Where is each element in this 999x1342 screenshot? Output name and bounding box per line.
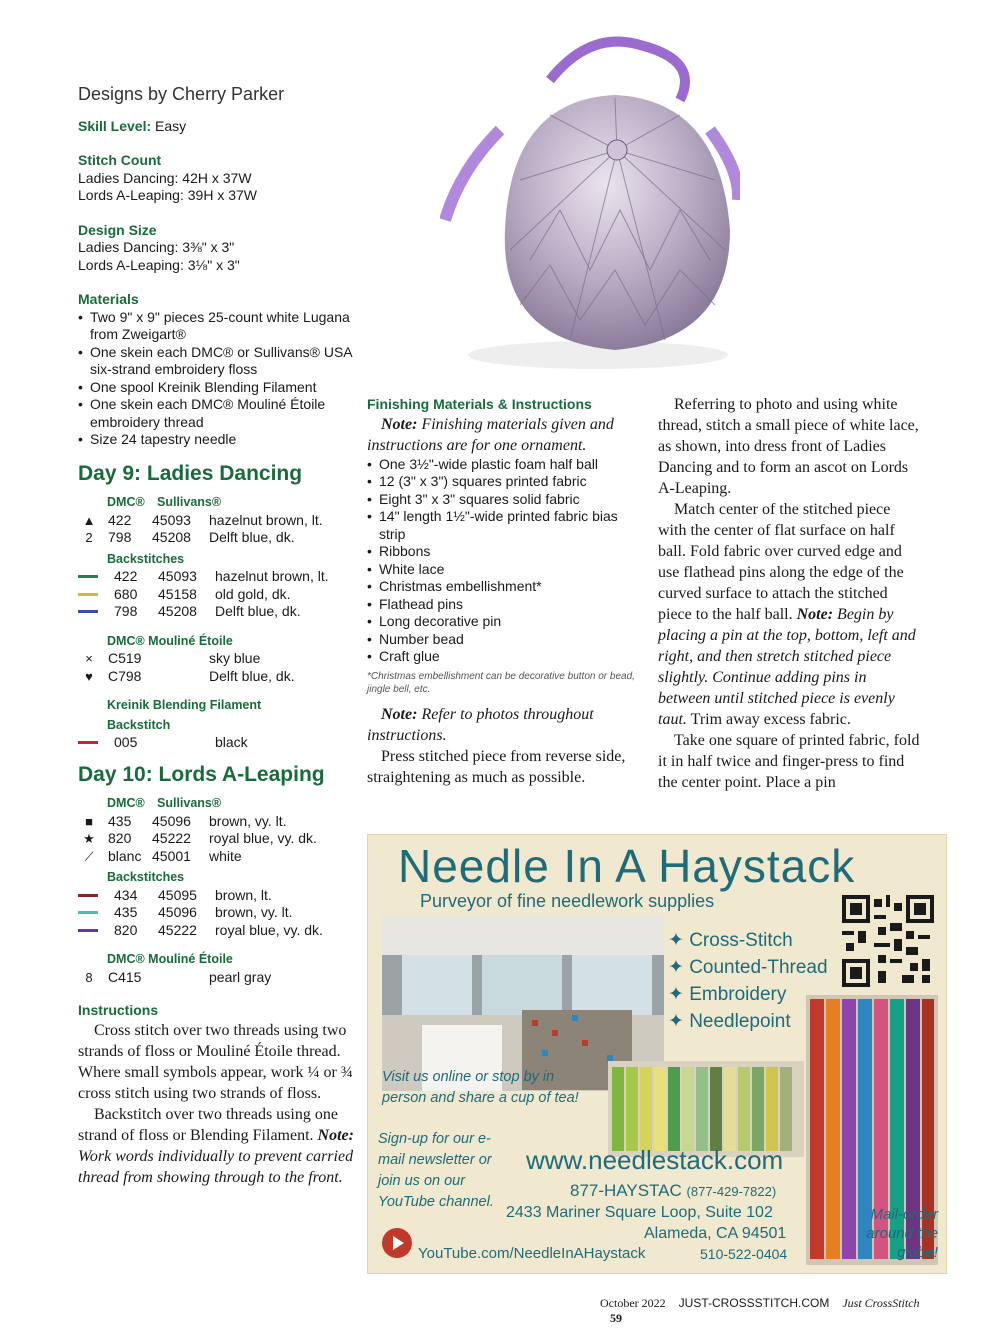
list-item: • Christmas embellishment* <box>379 578 637 596</box>
list-item: • One skein each DMC® or Sullivans® USA six-strand embroidery floss <box>90 344 358 379</box>
list-item: • 14" length 1½"-wide printed fabric bias strip <box>379 508 637 543</box>
service-item: ✦ Cross-Stitch <box>668 930 793 951</box>
dmc-number: 435 <box>114 904 138 920</box>
needle-haystack-ad <box>367 834 947 1274</box>
sullivans-number: 45208 <box>158 603 197 619</box>
color-name: brown, lt. <box>215 886 272 903</box>
stitch-count-line: Ladies Dancing: 42H x 37W <box>78 169 252 186</box>
byline: Designs by Cherry Parker <box>78 84 285 104</box>
dmc-number: 434 <box>114 886 138 903</box>
day9-key-header <box>78 494 358 512</box>
sullivans-number: 45093 <box>158 568 197 584</box>
note-label: Note: <box>317 1126 354 1144</box>
key-row <box>78 668 358 686</box>
key-row <box>78 734 358 752</box>
key-row <box>78 848 358 866</box>
body-paragraph: Take one square of printed fabric, fold it in half twice and finger-press to find the center point. Place a pin <box>658 732 920 791</box>
design-size-line: Ladies Dancing: 3⅜" x 3" <box>78 239 235 255</box>
day9-backstitch-title: Backstitches <box>107 551 185 566</box>
backstitch-line-swatch <box>78 610 98 613</box>
finishing-paragraph: Press stitched piece from reverse side, straightening as much as possible. <box>367 747 626 786</box>
color-name: royal blue, vy. dk. <box>215 921 323 938</box>
ribbon-loop <box>550 42 685 100</box>
color-name: brown, vy. lt. <box>215 904 293 920</box>
stitch-symbol: ★ <box>83 831 95 846</box>
backstitch-line-swatch <box>78 911 98 914</box>
ornament-center <box>607 140 627 160</box>
list-item: • Flathead pins <box>379 596 637 614</box>
stitch-symbol: ⟋ <box>84 848 94 864</box>
middle-column <box>367 396 637 788</box>
service-item: ✦ Embroidery <box>668 984 787 1005</box>
key-row <box>78 512 358 530</box>
dmc-number: 820 <box>108 830 132 846</box>
key-row <box>78 813 358 831</box>
play-icon <box>393 1236 404 1250</box>
day9-title: Day 9: Ladies Dancing <box>78 461 303 485</box>
color-name: royal blue, vy. dk. <box>209 830 317 846</box>
color-name: Delft blue, dk. <box>209 667 295 684</box>
note-text: Refer to photos throughout instructions. <box>367 705 594 744</box>
stitch-symbol: ♥ <box>85 668 93 684</box>
dmc-number: 005 <box>114 734 138 750</box>
ad-tagline: Purveyor of fine needlework supplies <box>420 891 715 911</box>
body-text: Trim away excess fabric. <box>690 711 851 728</box>
list-item: • Long decorative pin <box>379 613 637 631</box>
finishing-list <box>367 456 637 666</box>
dmc-header: DMC® <box>107 796 145 810</box>
list-item: • 12 (3" x 3") squares printed fabric <box>379 473 637 491</box>
local-phone: 510-522-0404 <box>700 1246 788 1262</box>
list-item: • White lace <box>379 561 637 579</box>
dmc-number: C415 <box>108 968 142 985</box>
dmc-header: DMC® <box>107 495 145 509</box>
day9-symbol-key <box>78 512 358 547</box>
ad-phone <box>570 1181 776 1201</box>
sullivans-number: 45096 <box>158 904 197 920</box>
day10-backstitch-title: Backstitches <box>107 870 185 884</box>
sullivans-number: 45158 <box>158 585 197 602</box>
page-number: 59 <box>610 1311 622 1325</box>
dmc-number: 820 <box>114 921 138 938</box>
stitch-symbol: ■ <box>85 813 93 829</box>
stitch-symbol: 2 <box>85 530 93 545</box>
note-label: Note: <box>381 415 418 433</box>
skill-level <box>78 118 358 136</box>
color-name: hazelnut brown, lt. <box>215 568 329 584</box>
key-row <box>78 529 358 547</box>
materials-list <box>78 309 358 449</box>
color-name: black <box>215 734 248 750</box>
day9-kreinik-sub: Backstitch <box>107 717 171 732</box>
backstitch-line-swatch <box>78 593 98 596</box>
dmc-number: 422 <box>114 568 138 584</box>
footer-date: October 2022 <box>600 1296 666 1310</box>
design-size-line: Lords A-Leaping: 3⅛" x 3" <box>78 256 240 273</box>
stitch-symbol: 8 <box>85 969 93 985</box>
key-row <box>78 922 358 940</box>
instructions-text: Backstitch over two threads using one strand of floss or Blending Filament. <box>78 1105 338 1144</box>
sullivans-header: Sullivans® <box>157 495 222 509</box>
left-column <box>78 86 358 1188</box>
dmc-number: 798 <box>114 603 138 619</box>
key-row <box>78 603 358 621</box>
youtube-icon[interactable] <box>382 1228 412 1258</box>
day10-key-header <box>78 795 358 813</box>
ornament-photo <box>440 20 740 380</box>
color-name: brown, vy. lt. <box>209 812 287 829</box>
materials <box>78 291 358 449</box>
design-size-title: Design Size <box>78 221 157 238</box>
sullivans-number: 45093 <box>152 511 191 528</box>
design-size <box>78 222 358 275</box>
dmc-number: 680 <box>114 585 138 602</box>
stitch-symbol: ▲ <box>82 512 96 528</box>
stitch-count-title: Stitch Count <box>78 152 162 168</box>
day10-etoile-key <box>78 969 358 987</box>
page-footer <box>600 1296 930 1326</box>
service-item: ✦ Counted-Thread <box>668 957 828 978</box>
stitch-count-line: Lords A-Leaping: 39H x 37W <box>78 187 257 203</box>
list-item: • Craft glue <box>379 648 637 666</box>
dmc-number: 435 <box>108 812 132 829</box>
sullivans-number: 45208 <box>152 529 191 545</box>
phone-number-digits: (877-429-7822) <box>686 1184 777 1199</box>
color-name: sky blue <box>209 650 261 666</box>
ad-title: Needle In A Haystack <box>398 840 856 892</box>
day10-title: Day 10: Lords A-Leaping <box>78 762 325 786</box>
day9-kreinik-key <box>78 734 358 752</box>
ad-address-line: 2433 Mariner Square Loop, Suite 102 <box>506 1204 773 1221</box>
body-text: Match center of the stitched piece with the center of flat surface on half ball. Fold fabric over curved edge and use flathead pins along the edge of the curved surface to attach the stitched piece to the half ball. <box>658 501 904 623</box>
dmc-number: 422 <box>108 511 132 528</box>
ad-visit-text: Visit us online or stop by in person and share a cup of tea! <box>382 1069 579 1106</box>
list-item: • Eight 3" x 3" squares solid fabric <box>379 491 637 509</box>
note-text: Begin by placing a pin at the top, bottom, left and right, and then stretch stitched piece slightly. Continue adding pins in between until stitched piece is evenly taut. <box>658 606 916 728</box>
backstitch-line-swatch <box>78 575 98 578</box>
list-item: • One 3½"-wide plastic foam half ball <box>379 456 637 474</box>
dmc-number: 798 <box>108 529 132 545</box>
note-text: Finishing materials given and instructions are for one ornament. <box>367 415 614 454</box>
instructions-paragraph <box>78 1104 358 1188</box>
key-row <box>78 904 358 922</box>
note-label: Note: <box>381 705 418 723</box>
day10-backstitch-key <box>78 887 358 940</box>
key-row <box>78 586 358 604</box>
ornament-ball <box>505 95 730 350</box>
note-text: Work words individually to prevent carried thread from showing through to the front. <box>78 1147 354 1186</box>
backstitch-line-swatch <box>78 741 98 744</box>
list-item: • One skein each DMC® Mouliné Étoile embroidery thread <box>90 396 358 431</box>
note-label: Note: <box>796 606 834 623</box>
day10-symbol-key <box>78 813 358 866</box>
skill-value: Easy <box>155 117 187 134</box>
ad-address-line: Alameda, CA 94501 <box>644 1225 787 1242</box>
stitch-count <box>78 152 358 205</box>
dmc-number: blanc <box>108 847 142 864</box>
color-name: Delft blue, dk. <box>209 529 295 545</box>
backstitch-line-swatch <box>78 929 98 932</box>
sullivans-number: 45222 <box>152 830 191 846</box>
sullivans-header: Sullivans® <box>157 796 222 810</box>
color-name: hazelnut brown, lt. <box>209 511 323 528</box>
right-column <box>658 394 920 793</box>
backstitch-line-swatch <box>78 894 98 897</box>
instructions-paragraph: Cross stitch over two threads using two strands of floss or Mouliné Étoile thread. Where small symbols appear, work ¼ or ¾ cross stitch using two strands of floss. <box>78 1021 353 1102</box>
list-item: • Number bead <box>379 631 637 649</box>
key-row <box>78 887 358 905</box>
materials-title: Materials <box>78 291 139 307</box>
mail-order-text: Mail-order around the globe! <box>866 1206 938 1261</box>
footer-magazine: Just CrossStitch <box>842 1296 920 1310</box>
list-item: • Ribbons <box>379 543 637 561</box>
day10-etoile-title: DMC® Mouliné Étoile <box>107 952 233 966</box>
ad-signup-text: Sign-up for our e-mail newsletter or join us on our YouTube channel. <box>378 1131 494 1210</box>
instructions-title: Instructions <box>78 1002 159 1018</box>
dmc-number: C798 <box>108 667 142 684</box>
youtube-link[interactable]: YouTube.com/NeedleInAHaystack <box>418 1245 646 1262</box>
dmc-number: C519 <box>108 650 142 666</box>
body-paragraph: Referring to photo and using white thread, stitch a small piece of white lace, as shown, into dress front of Ladies Dancing and to form an ascot on Lords A-Leaping. <box>658 396 919 497</box>
list-item: • Size 24 tapestry needle <box>90 431 358 449</box>
color-name: Delft blue, dk. <box>215 603 301 619</box>
sullivans-number: 45001 <box>152 847 191 864</box>
color-name: pearl gray <box>209 968 272 985</box>
footer-site: JUST-CROSSSTITCH.COM <box>678 1296 830 1310</box>
color-name: old gold, dk. <box>215 585 291 602</box>
finishing-note <box>367 704 637 746</box>
day9-etoile-key <box>78 650 358 685</box>
service-item: ✦ Needlepoint <box>668 1011 791 1032</box>
key-row <box>78 650 358 668</box>
phone-number: 877-HAYSTAC <box>570 1181 682 1200</box>
floss-photo <box>608 1061 804 1157</box>
footnote: *Christmas embellishment can be decorative button or bead, jingle bell, etc. <box>367 670 635 695</box>
skill-label: Skill Level: <box>78 117 152 134</box>
key-row <box>78 969 358 987</box>
ribbon-tail <box>445 130 500 220</box>
day9-backstitch-key <box>78 568 358 621</box>
day9-kreinik-title: Kreinik Blending Filament <box>107 698 262 712</box>
finishing-note <box>367 414 637 456</box>
finishing-title: Finishing Materials & Instructions <box>367 396 592 412</box>
stitch-symbol: × <box>85 651 93 666</box>
body-paragraph <box>658 499 920 730</box>
sullivans-number: 45222 <box>158 921 197 938</box>
list-item: • One spool Kreinik Blending Filament <box>90 379 358 397</box>
day9-etoile-title: DMC® Mouliné Étoile <box>107 633 233 648</box>
key-row <box>78 568 358 586</box>
sullivans-number: 45096 <box>152 812 191 829</box>
list-item: • Two 9" x 9" pieces 25-count white Lugana from Zweigart® <box>90 309 358 344</box>
sullivans-number: 45095 <box>158 886 197 903</box>
services-list <box>668 927 828 1035</box>
color-name: white <box>209 847 242 864</box>
ad-website-link[interactable]: www.needlestack.com <box>526 1145 784 1175</box>
key-row <box>78 830 358 848</box>
qr-code[interactable] <box>842 895 934 987</box>
